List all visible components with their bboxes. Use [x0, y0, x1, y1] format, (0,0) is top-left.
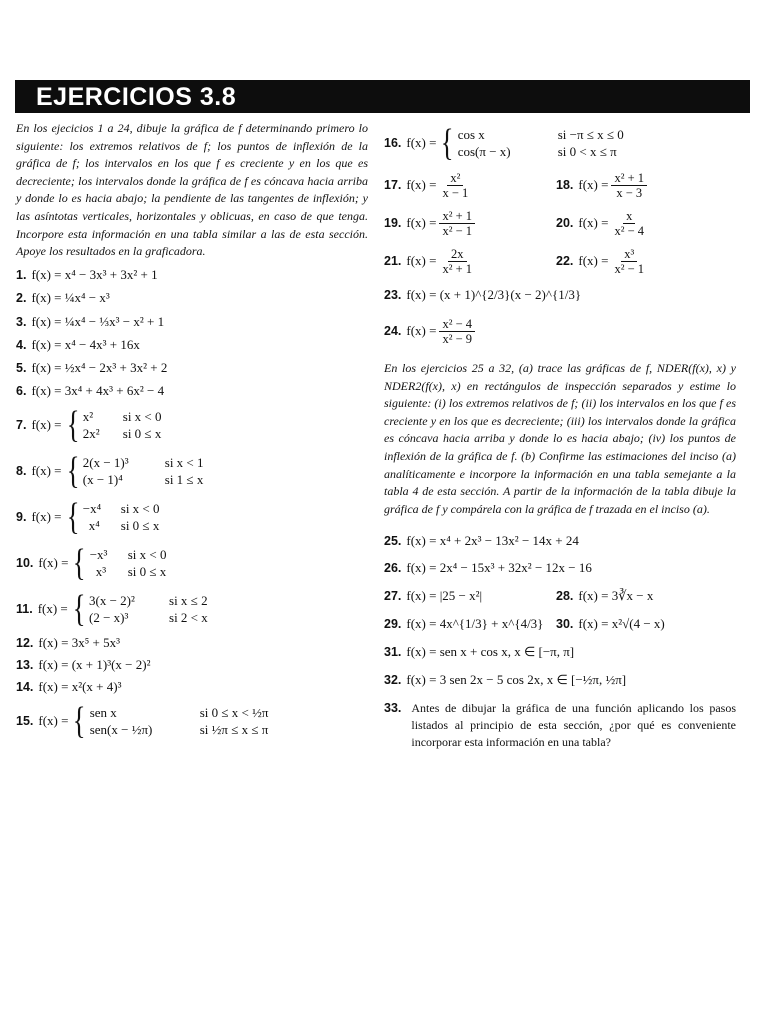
exercise-23-expr: f(x) = (x + 1)^{2/3}(x − 2)^{1/3} — [406, 287, 582, 302]
brace: { — [66, 403, 80, 446]
exercise-7: 7. f(x) = { x² si x < 0 2x² si 0 ≤ x — [16, 403, 162, 446]
exercise-24: 24. f(x) = $\frac{\text{x² − 4}}{\text{x² − 9}}$ — [384, 310, 736, 352]
fraction: $\frac{\text{x² + 1}}{\text{x² − 1}}$ — [439, 209, 475, 238]
exercise-5-expr: f(x) = ½x⁴ − 2x³ + 3x² + 2 — [31, 359, 168, 375]
exercise-11: 11. f(x) = { 3(x − 2)² si x ≤ 2 (2 − x)³ si 2 < x — [16, 587, 208, 630]
left-column — [16, 120, 368, 744]
exercise-30: 30. f(x) = x²√(4 − x) — [556, 616, 665, 632]
right-column — [384, 120, 736, 751]
brace: { — [441, 122, 454, 164]
exercise-26: 26. f(x) = 2x⁴ − 15x³ + 32x² − 12x − 16 — [384, 560, 592, 576]
fraction: $\frac{\text{x²}}{x - 1}$ — [442, 170, 469, 200]
exercise-33-question: Antes de dibujar la gráfica de una función aplicando los pasos listados al principio de esta sección, ¿por qué es conveniente incorporar esta información en una tabla? — [411, 701, 736, 750]
exercise-4-expr: f(x) = x⁴ − 4x³ + 16x — [31, 336, 140, 352]
exercise-21: 21. f(x) = $\frac{2x}{\text{x² + 1}}$ — [384, 247, 556, 276]
fraction: $\frac{\text{x³}}{\text{x² − 1}}$ — [614, 246, 645, 276]
exercise-32: 32. f(x) = 3 sen 2x − 5 cos 2x, x ∈ [−½π, ½π] — [384, 672, 627, 688]
exercise-10: 10. f(x) = { −x³ si x < 0 x³ si 0 ≤ x — [16, 541, 167, 584]
fraction: $\frac{\text{x² + 1}}{x - 3}$ — [611, 171, 647, 200]
exercise-1: 1. f(x) = x⁴ − 3x³ + 3x² + 1 — [16, 267, 158, 283]
exercise-13-expr: f(x) = (x + 1)³(x − 2)² — [38, 656, 151, 672]
exercise-14-expr: f(x) = x²(x + 4)³ — [38, 678, 122, 694]
exercise-13: 13. f(x) = (x + 1)³(x − 2)² — [16, 656, 151, 672]
exercise-28: 28. f(x) = 3∛x − x — [556, 588, 654, 604]
exercise-14: 14. f(x) = x²(x + 4)³ — [16, 678, 122, 694]
instructions-1-24: En los ejecicios 1 a 24, dibuje la gráfica de f determinando primero lo siguiente: los extremos relativos de f; los puntos de inflexión de la gráfica de f; los intervalos en los que f es creciente y en los que es decreciente; los intervalos donde la gráfica de f es cóncava hacia arriba y donde lo es hacia abajo; la pendiente de las tangentes de inflexión; y las asíntotas verticales, horizontales y oblicuas, en caso de que tenga. Incorpore esta información en una tabla similar a las de esta sección. Apoye los resultados en la graficadora. — [16, 121, 368, 259]
section-title: EJERCICIOS 3.8 — [36, 83, 237, 111]
exercise-3-expr: f(x) = ¼x⁴ − ⅓x³ − x² + 1 — [31, 313, 165, 329]
section-header — [15, 80, 750, 113]
exercise-6: 6. f(x) = 3x⁴ + 4x³ + 6x² − 4 — [16, 382, 165, 398]
exercise-12-expr: f(x) = 3x⁵ + 5x³ — [38, 634, 120, 650]
exercise-15: 15. f(x) = { sen x si 0 ≤ x < ½π sen(x − ½π) si ½π ≤ x ≤ π — [16, 699, 269, 742]
brace: { — [73, 541, 86, 584]
exercise-29: 29. f(x) = 4x^{1/3} + x^{4/3} — [384, 616, 544, 632]
exercise-16: 16. f(x) = { cos x si −π ≤ x ≤ 0 cos(π − x) si 0 < x ≤ π — [384, 122, 624, 164]
brace: { — [72, 587, 86, 630]
exercise-9: 9. f(x) = { −x⁴ si x < 0 x⁴ si 0 ≤ x — [16, 495, 160, 538]
brace: { — [66, 449, 80, 492]
exercise-25: 25. f(x) = x⁴ + 2x³ − 13x² − 14x + 24 — [384, 533, 579, 549]
instructions-25-32: En los ejercicios 25 a 32, (a) trace las gráficas de f, NDER(f(x), x) y NDER2(f(x), x) en rectángulos de inspección separados y estime lo siguiente: (i) los extremos relativos de f; (ii) los intervalos en los que f es creciente y en los que es decreciente; (iii) los intervalos donde la gráfica es cóncava hacia arriba y donde lo es hacia abajo; (iv) los puntos de inflexión de la gráfica de f. (b) Confirme las estimaciones del inciso (a) analíticamente e incorpore la información en una tabla semejante a la tabla 4 de esta sección. A partir de la información de la tabla dibuje la gráfica de f y compárela con la gráfica de f trazada en el inciso (a). — [384, 361, 736, 516]
exercise-19: 19. f(x) = $\frac{\text{x² + 1}}{\text{x² − 1}}$ — [384, 209, 556, 238]
brace: { — [66, 495, 80, 538]
exercise-27: 27. f(x) = |25 − x²| — [384, 588, 483, 604]
exercise-23: 23. f(x) = (x + 1)^{2/3}(x − 2)^{1/3} — [384, 287, 582, 302]
exercise-5: 5. f(x) = ½x⁴ − 2x³ + 3x² + 2 — [16, 359, 168, 375]
exercise-12: 12. f(x) = 3x⁵ + 5x³ — [16, 634, 120, 650]
brace: { — [73, 699, 86, 742]
fraction: $\frac{x}{\text{x² − 4}}$ — [614, 208, 645, 238]
exercise-18: 18. f(x) = $\frac{\text{x² + 1}}{x - 3}$ — [556, 171, 728, 200]
exercise-17: 17. f(x) = $\frac{\text{x²}}{x - 1}$ — [384, 171, 556, 200]
exercise-20: 20. f(x) = $\frac{x}{\text{x² − 4}}$ — [556, 209, 728, 238]
exercise-1-expr: f(x) = x⁴ − 3x³ + 3x² + 1 — [31, 267, 158, 283]
exercise-2: 2. f(x) = ¼x⁴ − x³ — [16, 290, 110, 306]
fraction: $\frac{\text{x² − 4}}{\text{x² − 9}}$ — [439, 317, 475, 346]
fraction: $\frac{2x}{\text{x² + 1}}$ — [442, 246, 473, 276]
exercise-6-expr: f(x) = 3x⁴ + 4x³ + 6x² − 4 — [31, 382, 165, 398]
exercise-31: 31. f(x) = sen x + cos x, x ∈ [−π, π] — [384, 644, 575, 660]
exercise-3: 3. f(x) = ¼x⁴ − ⅓x³ − x² + 1 — [16, 313, 165, 329]
exercise-33: 33. Antes de dibujar la gráfica de una función aplicando los pasos listados al principio de esta sección, ¿por qué es conveniente incorporar esta información en una tabla? — [384, 701, 736, 750]
exercise-8: 8. f(x) = { 2(x − 1)³ si x < 1 (x − 1)⁴ si 1 ≤ x — [16, 449, 204, 492]
exercise-2-expr: f(x) = ¼x⁴ − x³ — [31, 290, 110, 306]
exercise-4: 4. f(x) = x⁴ − 4x³ + 16x — [16, 336, 140, 352]
exercise-22: 22. f(x) = $\frac{\text{x³}}{\text{x² − 1}}$ — [556, 247, 728, 276]
